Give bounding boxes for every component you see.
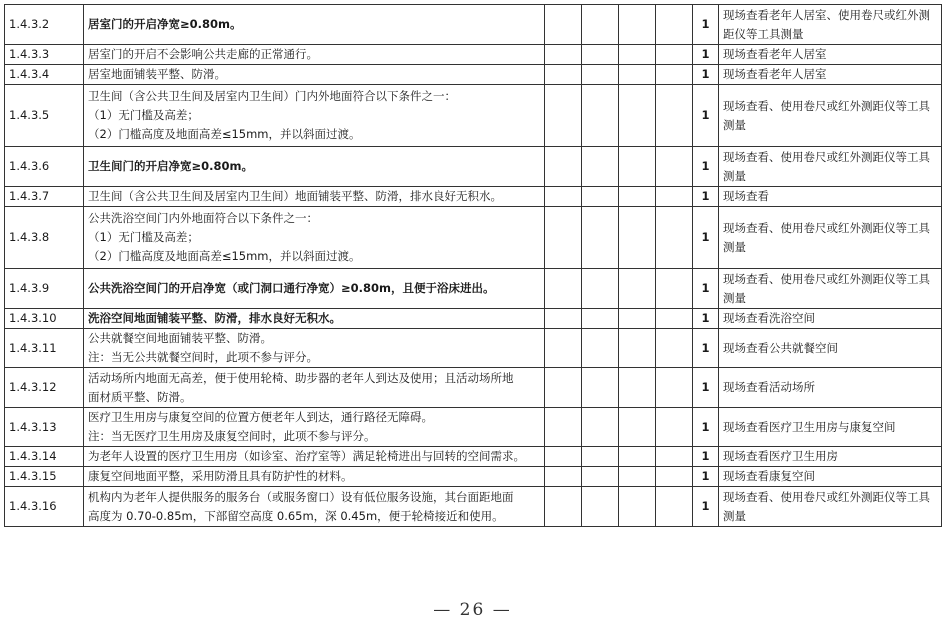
empty-cell — [545, 408, 582, 447]
method-line: 现场查看 — [723, 189, 769, 203]
requirement-line: 居室门的开启不会影响公共走廊的正常通行。 — [88, 47, 318, 61]
method-line: 测量 — [723, 168, 746, 183]
table-row — [5, 368, 942, 408]
item-score: 1 — [693, 487, 719, 527]
method-line: 现场查看活动场所 — [723, 380, 815, 394]
empty-cell — [582, 447, 619, 467]
empty-cell — [582, 5, 619, 45]
empty-cell — [582, 147, 619, 187]
empty-cell — [656, 65, 693, 85]
method-line: 测量 — [723, 239, 746, 254]
method-line: 测量 — [723, 117, 746, 132]
table-row — [5, 85, 942, 147]
empty-cell — [619, 187, 656, 207]
empty-cell — [545, 447, 582, 467]
empty-cell — [619, 269, 656, 309]
empty-cell — [545, 65, 582, 85]
empty-cell — [582, 487, 619, 527]
item-code: 1.4.3.16 — [5, 487, 84, 527]
item-score: 1 — [693, 207, 719, 269]
item-method — [719, 447, 942, 467]
item-code: 1.4.3.2 — [5, 5, 84, 45]
empty-cell — [545, 187, 582, 207]
item-method — [719, 5, 942, 45]
empty-cell — [619, 65, 656, 85]
empty-cell — [545, 467, 582, 487]
method-line: 现场查看医疗卫生用房与康复空间 — [723, 419, 896, 434]
table-row — [5, 487, 942, 527]
empty-cell — [619, 147, 656, 187]
item-method — [719, 147, 942, 187]
empty-cell — [619, 408, 656, 447]
method-line: 现场查看老年人居室 — [723, 47, 827, 61]
method-line: 现场查看、使用卷尺或红外测距仪等工具 — [723, 489, 930, 504]
item-code: 1.4.3.8 — [5, 207, 84, 269]
empty-cell — [582, 309, 619, 329]
empty-cell — [545, 85, 582, 147]
requirement-line: 公共就餐空间地面铺装平整、防滑。 — [88, 331, 272, 345]
item-requirement — [84, 329, 545, 368]
page-number: — 26 — — [433, 600, 512, 620]
item-score: 1 — [693, 368, 719, 408]
table-row — [5, 147, 942, 187]
empty-cell — [656, 329, 693, 368]
requirement-line: 机构内为老年人提供服务的服务台（或服务窗口）设有低位服务设施，其台面距地面 — [88, 489, 514, 504]
requirement-line: （2）门槛高度及地面高差≤15mm，并以斜面过渡。 — [88, 127, 361, 141]
method-line: 测量 — [723, 290, 746, 305]
empty-cell — [656, 207, 693, 269]
empty-cell — [656, 487, 693, 527]
item-method — [719, 467, 942, 487]
empty-cell — [619, 207, 656, 269]
item-score: 1 — [693, 45, 719, 65]
table-row — [5, 309, 942, 329]
table-row — [5, 5, 942, 45]
empty-cell — [545, 487, 582, 527]
empty-cell — [656, 408, 693, 447]
item-score: 1 — [693, 187, 719, 207]
requirement-line: （2）门槛高度及地面高差≤15mm，并以斜面过渡。 — [88, 249, 361, 263]
requirement-line: 卫生间（含公共卫生间及居室内卫生间）地面铺装平整、防滑，排水良好无积水。 — [88, 189, 502, 203]
requirement-line: 面材质平整、防滑。 — [88, 389, 192, 404]
item-method — [719, 487, 942, 527]
method-line: 现场查看、使用卷尺或红外测距仪等工具 — [723, 271, 930, 286]
requirement-line: 居室门的开启净宽≥0.80m。 — [88, 17, 242, 31]
requirement-line: 注：当无公共就餐空间时，此项不参与评分。 — [88, 350, 318, 364]
requirement-line: 公共洗浴空间门的开启净宽（或门洞口通行净宽）≥0.80m，且便于浴床进出。 — [88, 281, 495, 295]
item-score: 1 — [693, 329, 719, 368]
item-code: 1.4.3.13 — [5, 408, 84, 447]
empty-cell — [545, 5, 582, 45]
empty-cell — [582, 467, 619, 487]
empty-cell — [545, 269, 582, 309]
item-code: 1.4.3.5 — [5, 85, 84, 147]
requirement-line: 卫生间（含公共卫生间及居室内卫生间）门内外地面符合以下条件之一： — [88, 89, 456, 103]
item-requirement — [84, 65, 545, 85]
empty-cell — [582, 329, 619, 368]
requirement-line: （1）无门槛及高差； — [88, 230, 199, 244]
item-method — [719, 65, 942, 85]
requirement-line: 公共洗浴空间门内外地面符合以下条件之一： — [88, 211, 318, 225]
method-line: 现场查看、使用卷尺或红外测距仪等工具 — [723, 98, 930, 113]
method-line: 现场查看洗浴空间 — [723, 311, 815, 325]
item-code: 1.4.3.14 — [5, 447, 84, 467]
empty-cell — [656, 147, 693, 187]
table-row — [5, 408, 942, 447]
empty-cell — [656, 85, 693, 147]
method-line: 现场查看、使用卷尺或红外测距仪等工具 — [723, 220, 930, 235]
method-line: 现场查看医疗卫生用房 — [723, 449, 838, 463]
empty-cell — [582, 207, 619, 269]
empty-cell — [582, 65, 619, 85]
empty-cell — [619, 5, 656, 45]
requirement-line: （1）无门槛及高差； — [88, 108, 199, 122]
empty-cell — [545, 45, 582, 65]
item-requirement — [84, 207, 545, 269]
item-method — [719, 309, 942, 329]
item-requirement — [84, 269, 545, 309]
table-row — [5, 269, 942, 309]
item-score: 1 — [693, 269, 719, 309]
item-code: 1.4.3.4 — [5, 65, 84, 85]
requirement-line: 卫生间门的开启净宽≥0.80m。 — [88, 159, 253, 173]
empty-cell — [619, 368, 656, 408]
requirement-line: 注：当无医疗卫生用房及康复空间时，此项不参与评分。 — [88, 429, 376, 443]
item-method — [719, 368, 942, 408]
empty-cell — [656, 5, 693, 45]
empty-cell — [545, 368, 582, 408]
item-score: 1 — [693, 309, 719, 329]
item-score: 1 — [693, 467, 719, 487]
empty-cell — [656, 187, 693, 207]
table-row — [5, 65, 942, 85]
item-requirement — [84, 408, 545, 447]
item-score: 1 — [693, 408, 719, 447]
method-line: 距仪等工具测量 — [723, 26, 804, 41]
empty-cell — [656, 269, 693, 309]
item-code: 1.4.3.3 — [5, 45, 84, 65]
item-requirement — [84, 309, 545, 329]
item-method — [719, 85, 942, 147]
item-method — [719, 187, 942, 207]
empty-cell — [582, 368, 619, 408]
method-line: 现场查看老年人居室 — [723, 67, 827, 81]
table-row — [5, 329, 942, 368]
item-code: 1.4.3.15 — [5, 467, 84, 487]
method-line: 现场查看老年人居室、使用卷尺或红外测 — [723, 7, 930, 22]
item-code: 1.4.3.9 — [5, 269, 84, 309]
item-code: 1.4.3.11 — [5, 329, 84, 368]
empty-cell — [656, 467, 693, 487]
method-line: 现场查看康复空间 — [723, 469, 815, 483]
table-row — [5, 447, 942, 467]
requirement-line: 康复空间地面平整，采用防滑且具有防护性的材料。 — [88, 469, 353, 483]
empty-cell — [582, 408, 619, 447]
requirement-line: 居室地面铺装平整、防滑。 — [88, 67, 226, 81]
table-row — [5, 45, 942, 65]
empty-cell — [545, 329, 582, 368]
item-requirement — [84, 467, 545, 487]
item-code: 1.4.3.6 — [5, 147, 84, 187]
empty-cell — [582, 85, 619, 147]
requirement-line: 为老年人设置的医疗卫生用房（如诊室、治疗室等）满足轮椅进出与回转的空间需求。 — [88, 449, 525, 463]
empty-cell — [619, 85, 656, 147]
item-requirement — [84, 187, 545, 207]
item-code: 1.4.3.7 — [5, 187, 84, 207]
empty-cell — [656, 45, 693, 65]
method-line: 现场查看公共就餐空间 — [723, 340, 838, 355]
item-method — [719, 45, 942, 65]
empty-cell — [619, 329, 656, 368]
method-line: 现场查看、使用卷尺或红外测距仪等工具 — [723, 149, 930, 164]
item-requirement — [84, 368, 545, 408]
empty-cell — [582, 45, 619, 65]
requirement-line: 洗浴空间地面铺装平整、防滑，排水良好无积水。 — [88, 311, 341, 325]
item-requirement — [84, 487, 545, 527]
item-score: 1 — [693, 5, 719, 45]
item-requirement — [84, 85, 545, 147]
empty-cell — [582, 269, 619, 309]
item-score: 1 — [693, 147, 719, 187]
empty-cell — [545, 147, 582, 187]
empty-cell — [582, 187, 619, 207]
empty-cell — [656, 309, 693, 329]
empty-cell — [656, 368, 693, 408]
item-method — [719, 269, 942, 309]
item-requirement — [84, 147, 545, 187]
item-requirement — [84, 45, 545, 65]
requirement-line: 高度为 0.70-0.85m，下部留空高度 0.65m，深 0.45m，便于轮椅接近和使用。 — [88, 508, 504, 523]
empty-cell — [619, 447, 656, 467]
item-score: 1 — [693, 447, 719, 467]
empty-cell — [619, 309, 656, 329]
item-method — [719, 329, 942, 368]
empty-cell — [619, 487, 656, 527]
method-line: 测量 — [723, 508, 746, 523]
item-requirement — [84, 447, 545, 467]
requirement-line: 活动场所内地面无高差，便于使用轮椅、助步器的老年人到达及使用；且活动场所地 — [88, 370, 514, 385]
item-code: 1.4.3.10 — [5, 309, 84, 329]
empty-cell — [619, 467, 656, 487]
item-method — [719, 408, 942, 447]
item-requirement — [84, 5, 545, 45]
empty-cell — [656, 447, 693, 467]
evaluation-table — [4, 4, 942, 527]
table-body — [5, 5, 942, 527]
empty-cell — [545, 309, 582, 329]
empty-cell — [545, 207, 582, 269]
table-row — [5, 467, 942, 487]
item-score: 1 — [693, 85, 719, 147]
item-score: 1 — [693, 65, 719, 85]
item-code: 1.4.3.12 — [5, 368, 84, 408]
table-row — [5, 187, 942, 207]
requirement-line: 医疗卫生用房与康复空间的位置方便老年人到达，通行路径无障碍。 — [88, 410, 433, 424]
empty-cell — [619, 45, 656, 65]
item-method — [719, 207, 942, 269]
table-row — [5, 207, 942, 269]
